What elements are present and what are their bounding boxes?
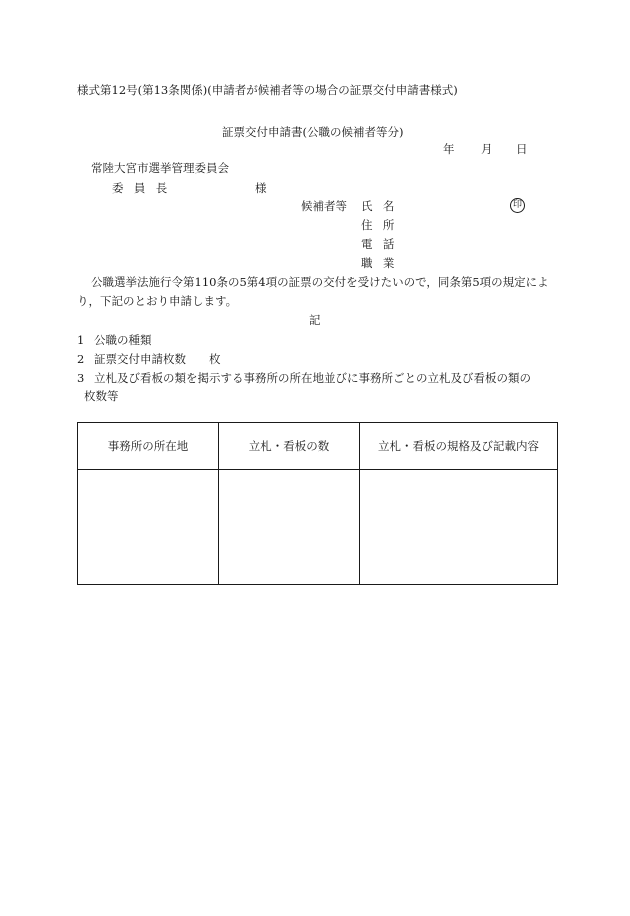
column-header-office-location: 事務所の所在地 [78, 423, 219, 470]
seal-mark: 印 [510, 198, 525, 213]
table-cell [219, 470, 360, 585]
date-day: 日 [516, 142, 528, 156]
item-text: 証票交付申請枚数 枚 [94, 352, 221, 366]
body-text-line-2: り，下記のとおり申請します。 [77, 294, 238, 308]
item-text-continued: 枚数等 [84, 389, 119, 403]
table-cell [78, 470, 219, 585]
date-month: 月 [481, 142, 493, 156]
applicant-label: 候補者等 [301, 199, 347, 213]
address-label: 住所 [361, 218, 405, 232]
phone-label: 電話 [361, 237, 405, 251]
office-signs-table [77, 422, 558, 585]
item-number: 1 [77, 333, 85, 347]
addressee-organization: 常陸大宮市選挙管理委員会 [91, 161, 229, 175]
document-title: 証票交付申請書(公職の候補者等分) [222, 125, 404, 139]
form-number: 様式第12号(第13条関係)(申請者が候補者等の場合の証票交付申請書様式) [77, 83, 458, 97]
addressee-honorific: 様 [255, 181, 267, 195]
item-text: 公職の種類 [94, 333, 152, 347]
item-number: 3 [77, 371, 85, 385]
occupation-label: 職業 [361, 256, 405, 270]
table-header-row [78, 423, 558, 470]
ki-heading: 記 [309, 313, 321, 327]
name-label: 氏名 [361, 199, 405, 213]
table-row [78, 470, 558, 585]
date-year: 年 [443, 142, 455, 156]
body-text-line-1: 公職選挙法施行令第110条の5第4項の証票の交付を受けたいので，同条第5項の規定によ [91, 275, 549, 289]
item-number: 2 [77, 352, 85, 366]
item-text: 立札及び看板の類を掲示する事務所の所在地並びに事務所ごとの立札及び看板の類の [94, 371, 531, 385]
column-header-sign-specs: 立札・看板の規格及び記載内容 [360, 423, 558, 470]
table-cell [360, 470, 558, 585]
addressee-position: 委員長 [112, 181, 178, 195]
column-header-sign-count: 立札・看板の数 [219, 423, 360, 470]
